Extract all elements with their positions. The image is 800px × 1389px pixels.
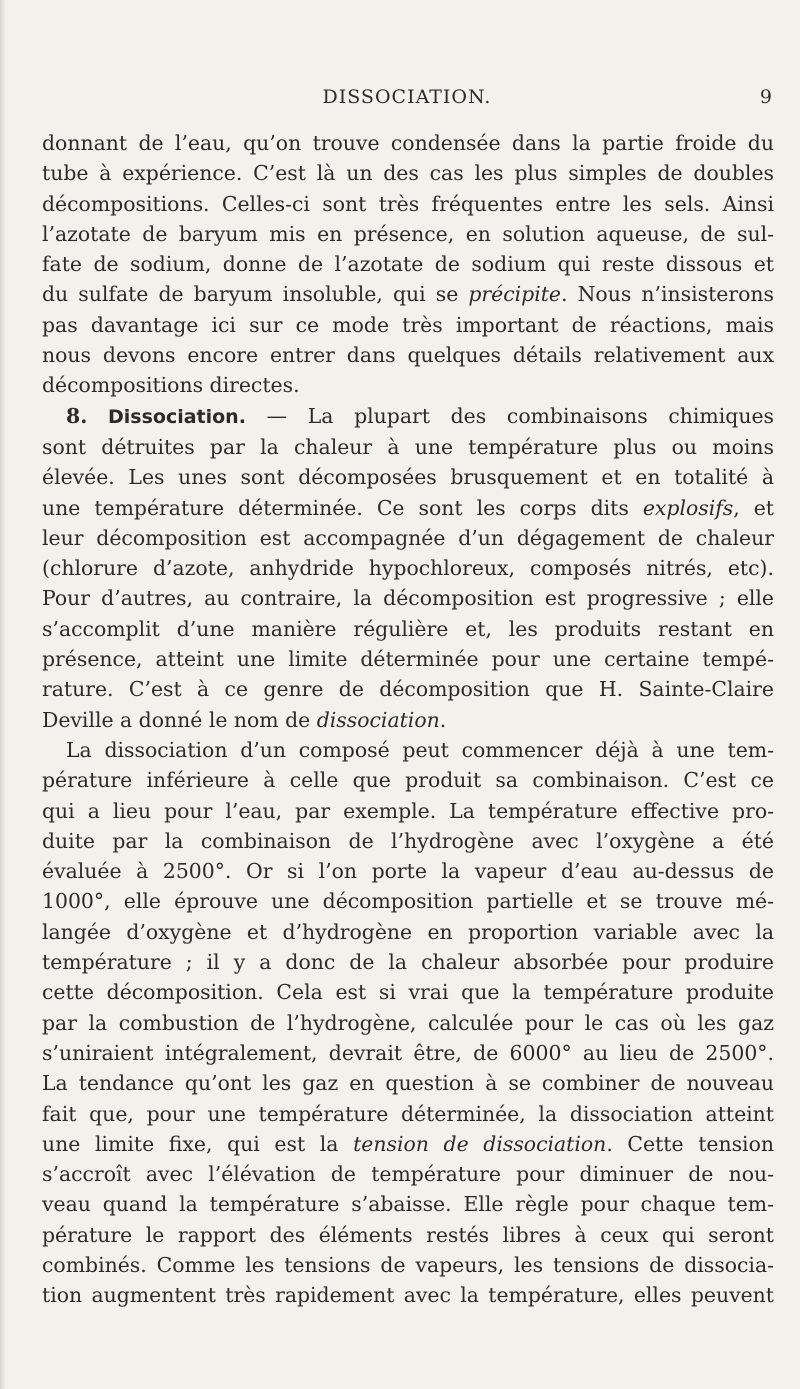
text-fragment: , et: [733, 495, 774, 520]
text-line: 1000°, elle éprouve une décomposition partielle et se trouve mé-: [42, 889, 774, 914]
text-line: nous devons encore entrer dans quelques détails relativement aux: [42, 343, 774, 368]
text-line: La dissociation d’un composé peut commencer déjà à une tem-: [66, 737, 774, 762]
text-line: qui a lieu pour l’eau, par exemple. La température effective pro-: [42, 798, 774, 823]
italic-term: tension de dissociation: [353, 1131, 607, 1156]
running-title: DISSOCIATION.: [322, 86, 492, 108]
text-line: [42, 705, 774, 735]
text-line: donnant de l’eau, qu’on trouve condensée dans la partie froide du: [42, 131, 774, 155]
text-fragment: du sulfate de baryum insoluble, qui se: [42, 282, 469, 307]
italic-term: dissociation: [316, 707, 440, 732]
italic-term: précipite: [468, 282, 562, 307]
text-line: présence, atteint une limite déterminée pour une certaine tempé-: [42, 647, 774, 672]
text-line: langée d’oxygène et d’hydrogène en proportion variable avec la: [42, 919, 774, 944]
paragraph-1: [42, 128, 774, 401]
text-line: fait que, pour une température déterminée, la dissociation atteint: [42, 1101, 774, 1126]
paragraph-3: [42, 735, 774, 1311]
text-line: fate de sodium, donne de l’azotate de sodium qui reste dissous et: [42, 252, 774, 277]
text-line: leur décomposition est accompagnée d’un dégagement de chaleur: [42, 525, 774, 550]
page-edge: [0, 0, 6, 1389]
text-line: La tendance qu’ont les gaz en question à se combiner de nouveau: [42, 1071, 774, 1096]
text-fragment: . Nous n’insisterons: [561, 282, 774, 307]
text-line: tion augmentent très rapidement avec la température, elles peuvent: [42, 1283, 774, 1308]
text-fragment: une limite fixe, qui est la: [42, 1131, 354, 1156]
text-line: sont détruites par la chaleur à une température plus ou moins: [42, 434, 774, 459]
section-dissociation: [42, 401, 774, 735]
body-text: [42, 128, 774, 1311]
text-line: s’accroît avec l’élévation de température pour diminuer de nou-: [42, 1162, 774, 1187]
text-line: pas davantage ici sur ce mode très important de réactions, mais: [42, 312, 774, 337]
text-line: s’uniraient intégralement, devrait être, de 6000° au lieu de 2500°.: [42, 1040, 774, 1065]
section-heading-line: [42, 401, 774, 432]
text-line: pérature inférieure à celle que produit sa combinaison. C’est ce: [42, 768, 774, 793]
text-line: l’azotate de baryum mis en présence, en solution aqueuse, de sul-: [42, 221, 774, 246]
text-line: s’accomplit d’une manière régulière et, les produits restant en: [42, 616, 774, 641]
text-line: (chlorure d’azote, anhydride hypochloreux, composés nitrés, etc).: [42, 556, 774, 581]
text-line: température ; il y a donc de la chaleur absorbée pour produire: [42, 950, 774, 975]
text-line: combinés. Comme les tensions de vapeurs, les tensions de dissocia-: [42, 1252, 774, 1277]
section-number: 8.: [66, 403, 88, 428]
text-line: décompositions. Celles-ci sont très fréquentes entre les sels. Ainsi: [42, 191, 774, 216]
page-header: [42, 86, 772, 116]
italic-term: explosifs: [642, 495, 734, 520]
text-line: [42, 1129, 774, 1159]
text-line: [42, 493, 774, 523]
text-line: veau quand la température s’abaisse. Elle règle pour chaque tem-: [42, 1192, 774, 1217]
text-fragment: — La plupart des combinaisons chimiques: [245, 403, 774, 428]
text-fragment: une température déterminée. Ce sont les corps dits: [42, 495, 643, 520]
text-line: Pour d’autres, au contraire, la décomposition est progressive ; elle: [42, 586, 774, 611]
text-fragment: .: [439, 707, 447, 732]
text-line: évaluée à 2500°. Or si l’on porte la vapeur d’eau au-dessus de: [42, 859, 774, 884]
page-number: 9: [759, 86, 772, 108]
text-fragment: Deville a donné le nom de: [42, 707, 317, 732]
text-line: cette décomposition. Cela est si vrai que la température produite: [42, 980, 774, 1005]
text-line: [42, 279, 774, 309]
section-title: Dissociation.: [107, 405, 246, 428]
text-line: tube à expérience. C’est là un des cas les plus simples de doubles: [42, 161, 774, 186]
text-line: duite par la combinaison de l’hydrogène avec l’oxygène a été: [42, 828, 774, 853]
text-line: pérature le rapport des éléments restés libres à ceux qui seront: [42, 1222, 774, 1247]
text-line: décompositions directes.: [42, 373, 300, 398]
text-fragment: . Cette tension: [606, 1131, 774, 1156]
text-line: par la combustion de l’hydrogène, calculée pour le cas où les gaz: [42, 1010, 774, 1035]
text-line: élevée. Les unes sont décomposées brusquement et en totalité à: [42, 465, 774, 490]
text-line: rature. C’est à ce genre de décomposition que H. Sainte-Claire: [42, 677, 774, 702]
